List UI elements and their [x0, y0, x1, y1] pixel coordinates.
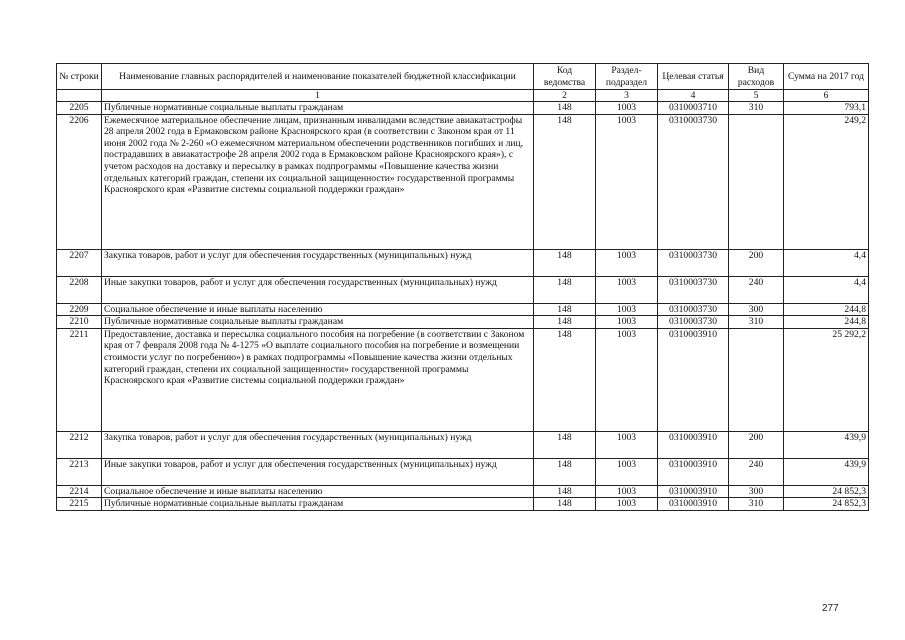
row-target: 0310003910	[658, 431, 729, 458]
row-code: 148	[534, 328, 596, 431]
col-header-code: Код ведомства	[534, 64, 596, 90]
row-number: 2206	[57, 114, 102, 249]
col-number: 3	[596, 90, 658, 102]
row-number: 2209	[57, 303, 102, 316]
page-number: 277	[822, 603, 839, 614]
col-header-type: Вид расходов	[729, 64, 784, 90]
row-number: 2213	[57, 458, 102, 485]
row-code: 148	[534, 102, 596, 115]
col-number: 2	[534, 90, 596, 102]
table-row	[57, 498, 869, 511]
row-target: 0310003730	[658, 114, 729, 249]
row-number: 2207	[57, 249, 102, 276]
row-name: Иные закупки товаров, работ и услуг для обеспечения государственных (муниципальных) нужд	[102, 458, 534, 485]
row-section: 1003	[596, 303, 658, 316]
table-row	[57, 458, 869, 485]
row-name: Иные закупки товаров, работ и услуг для обеспечения государственных (муниципальных) нужд	[102, 276, 534, 303]
row-code: 148	[534, 114, 596, 249]
row-sum: 244,8	[784, 303, 869, 316]
row-section: 1003	[596, 102, 658, 115]
row-name: Закупка товаров, работ и услуг для обеспечения государственных (муниципальных) нужд	[102, 431, 534, 458]
row-sum: 4,4	[784, 249, 869, 276]
col-header-no: № строки	[57, 64, 102, 90]
row-target: 0310003910	[658, 498, 729, 511]
row-name: Публичные нормативные социальные выплаты гражданам	[102, 316, 534, 329]
row-number: 2214	[57, 485, 102, 498]
row-sum: 439,9	[784, 458, 869, 485]
row-section: 1003	[596, 485, 658, 498]
row-number: 2205	[57, 102, 102, 115]
table-row	[57, 276, 869, 303]
col-number	[57, 90, 102, 102]
row-target: 0310003730	[658, 316, 729, 329]
table-row	[57, 431, 869, 458]
row-sum: 439,9	[784, 431, 869, 458]
row-name: Социальное обеспечение и иные выплаты населению	[102, 485, 534, 498]
row-name: Закупка товаров, работ и услуг для обеспечения государственных (муниципальных) нужд	[102, 249, 534, 276]
row-code: 148	[534, 316, 596, 329]
col-number: 5	[729, 90, 784, 102]
table-row	[57, 316, 869, 329]
row-sum: 25 292,2	[784, 328, 869, 431]
row-type: 310	[729, 316, 784, 329]
table-row	[57, 102, 869, 115]
row-code: 148	[534, 276, 596, 303]
row-type	[729, 114, 784, 249]
row-section: 1003	[596, 431, 658, 458]
row-section: 1003	[596, 458, 658, 485]
col-number: 4	[658, 90, 729, 102]
row-target: 0310003730	[658, 249, 729, 276]
row-type: 310	[729, 498, 784, 511]
row-sum: 4,4	[784, 276, 869, 303]
row-name: Публичные нормативные социальные выплаты гражданам	[102, 498, 534, 511]
row-code: 148	[534, 303, 596, 316]
table-row	[57, 485, 869, 498]
col-header-section: Раздел-подраздел	[596, 64, 658, 90]
row-name: Ежемесячное материальное обеспечение лицам, признанным инвалидами вследствие авиакатастрофы 28 апреля 2002 года в Ермаковском районе Красноярского края (в соответствии с Законом края от 11 июня 2002 года № 2-260 «О ежемесячном материальном обеспечении родственников погибших и лиц, пострадавших в авиакатастрофе 28 апреля 2002 года в Ермаковском районе Красноярского края»), с учетом расходов на доставку и пересылку в рамках подпрограммы «Повышение качества жизни отдельных категорий граждан, степени их социальной защищенности» государственной программы Красноярского края «Развитие системы социальной поддержки граждан»	[102, 114, 534, 249]
col-number: 6	[784, 90, 869, 102]
column-numbers-row	[57, 90, 869, 102]
row-type: 200	[729, 249, 784, 276]
row-target: 0310003730	[658, 303, 729, 316]
budget-table	[56, 63, 869, 511]
row-target: 0310003730	[658, 276, 729, 303]
col-number: 1	[102, 90, 534, 102]
row-section: 1003	[596, 249, 658, 276]
row-type: 300	[729, 303, 784, 316]
row-name: Предоставление, доставка и пересылка социального пособия на погребение (в соответствии с Законом края от 7 февраля 2008 года № 4-1275 «О выплате социального пособия на погребение и возмещении стоимости услуг по погребению») в рамках подпрограммы «Повышение качества жизни отдельных категорий граждан, степени их социальной защищенности» государственной программы Красноярского края «Развитие системы социальной поддержки граждан»	[102, 328, 534, 431]
row-type	[729, 328, 784, 431]
row-section: 1003	[596, 328, 658, 431]
row-name: Публичные нормативные социальные выплаты гражданам	[102, 102, 534, 115]
row-target: 0310003910	[658, 328, 729, 431]
row-section: 1003	[596, 114, 658, 249]
row-sum: 249,2	[784, 114, 869, 249]
row-target: 0310003710	[658, 102, 729, 115]
row-type: 310	[729, 102, 784, 115]
table-row	[57, 303, 869, 316]
row-code: 148	[534, 498, 596, 511]
row-sum: 24 852,3	[784, 498, 869, 511]
row-number: 2215	[57, 498, 102, 511]
row-sum: 793,1	[784, 102, 869, 115]
header-row	[57, 64, 869, 90]
row-target: 0310003910	[658, 458, 729, 485]
row-number: 2208	[57, 276, 102, 303]
row-code: 148	[534, 458, 596, 485]
row-type: 200	[729, 431, 784, 458]
table-row	[57, 114, 869, 249]
row-sum: 244,8	[784, 316, 869, 329]
table-row	[57, 249, 869, 276]
row-code: 148	[534, 485, 596, 498]
row-number: 2212	[57, 431, 102, 458]
row-number: 2211	[57, 328, 102, 431]
col-header-target: Целевая статья	[658, 64, 729, 90]
row-section: 1003	[596, 498, 658, 511]
row-target: 0310003910	[658, 485, 729, 498]
row-type: 240	[729, 458, 784, 485]
row-code: 148	[534, 249, 596, 276]
col-header-name: Наименование главных распорядителей и наименование показателей бюджетной классификации	[102, 64, 534, 90]
row-code: 148	[534, 431, 596, 458]
row-section: 1003	[596, 316, 658, 329]
row-section: 1003	[596, 276, 658, 303]
row-type: 240	[729, 276, 784, 303]
row-type: 300	[729, 485, 784, 498]
table-row	[57, 328, 869, 431]
row-sum: 24 852,3	[784, 485, 869, 498]
col-header-sum: Сумма на 2017 год	[784, 64, 869, 90]
row-name: Социальное обеспечение и иные выплаты населению	[102, 303, 534, 316]
row-number: 2210	[57, 316, 102, 329]
